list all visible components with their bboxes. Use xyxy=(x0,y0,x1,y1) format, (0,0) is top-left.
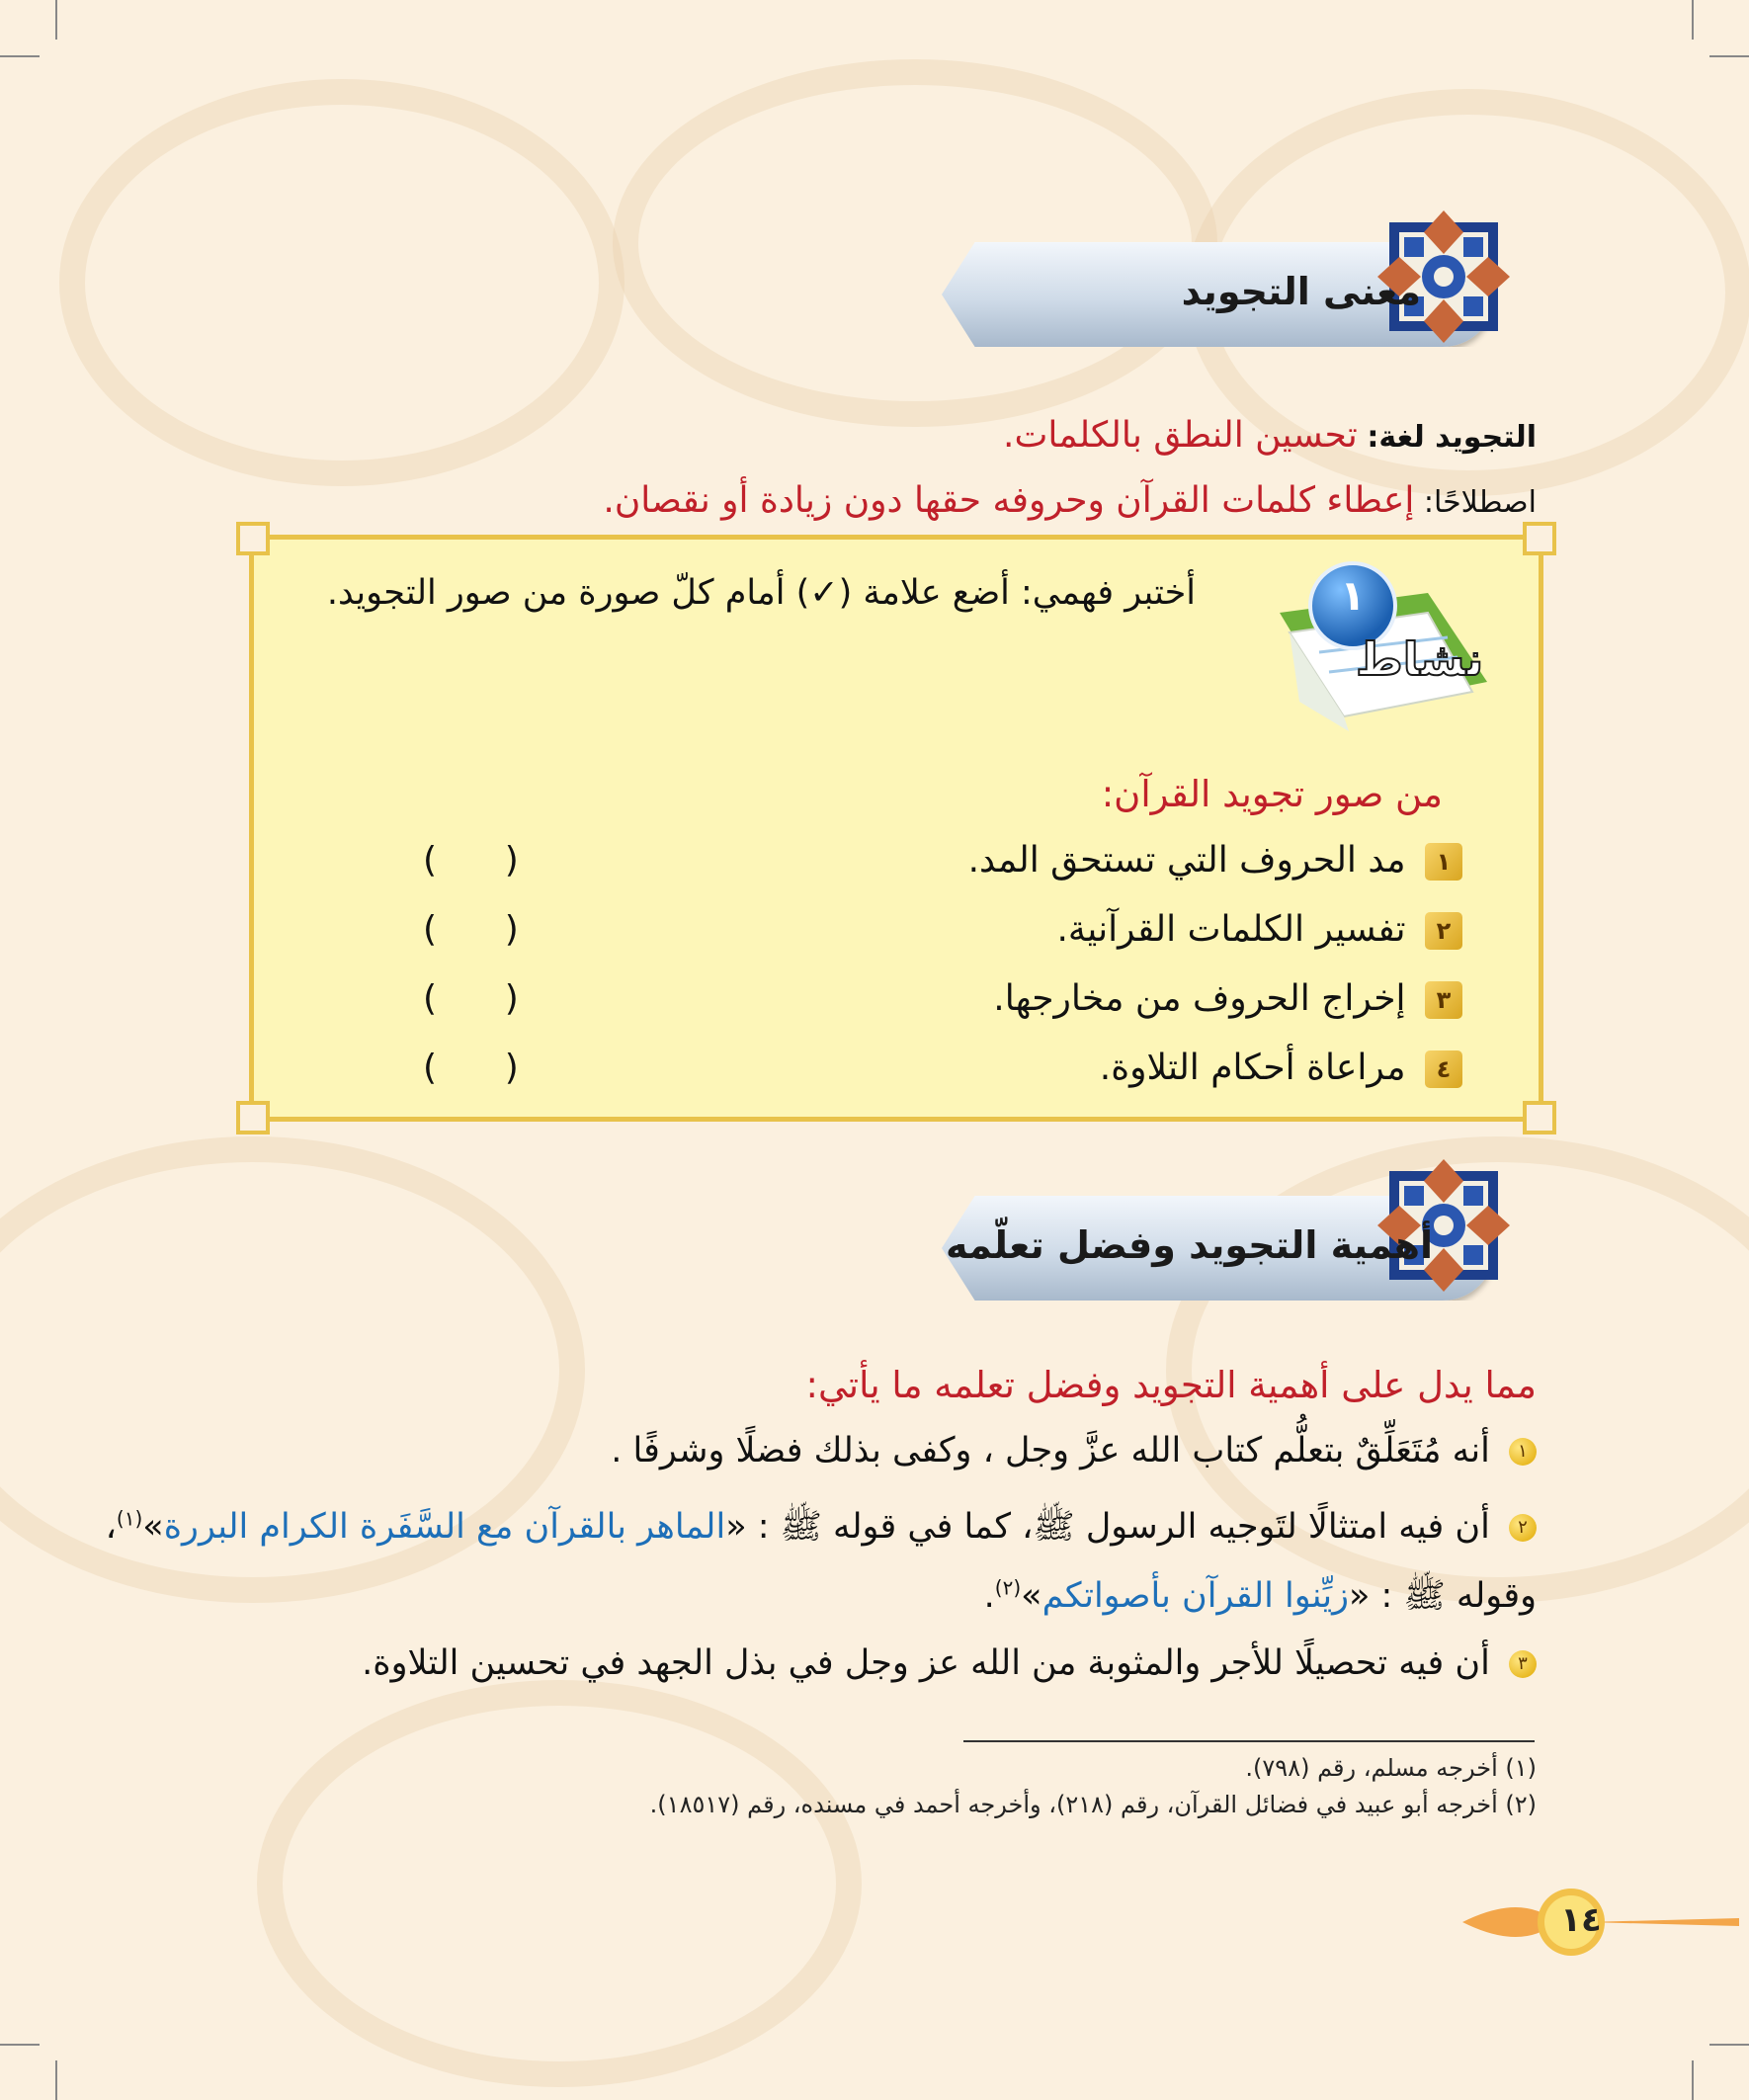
point-number: ١ xyxy=(1509,1438,1537,1466)
answer-checkbox[interactable]: ( ) xyxy=(423,840,519,881)
point-2-continued xyxy=(984,1574,1537,1625)
section-title: معنى التجويد xyxy=(1181,270,1421,313)
point-2 xyxy=(106,1505,1537,1555)
point-text: وقوله ﷺ : « xyxy=(1348,1576,1537,1616)
item-text: مد الحروف التي تستحق المد. xyxy=(967,840,1406,881)
footnote-divider xyxy=(963,1740,1535,1742)
point-text: أن فيه تحصيلًا للأجر والمثوبة من الله عز وجل في بذل الجهد في تحسين التلاوة. xyxy=(362,1643,1490,1683)
definition-term xyxy=(603,480,1537,521)
list-item xyxy=(993,978,1462,1019)
box-corner xyxy=(1523,1101,1556,1134)
point-text: . xyxy=(983,1576,995,1616)
point-text: » xyxy=(142,1507,164,1547)
list-item xyxy=(1100,1048,1462,1088)
hadith-text: الماهر بالقرآن مع السَّفَرة الكرام البررة xyxy=(163,1507,726,1547)
list-item xyxy=(1056,909,1462,950)
box-corner xyxy=(236,522,270,555)
crop-mark xyxy=(1709,55,1749,57)
point-number: ٣ xyxy=(1509,1650,1537,1678)
item-text: إخراج الحروف من مخارجها. xyxy=(993,978,1406,1019)
answer-checkbox[interactable]: ( ) xyxy=(423,909,519,950)
point-text: » xyxy=(1021,1576,1042,1616)
section-intro: مما يدل على أهمية التجويد وفضل تعلمه ما يأتي: xyxy=(805,1364,1537,1406)
footnote-ref[interactable]: (٢) xyxy=(994,1575,1022,1600)
footnote: (٢) أخرجه أبو عبيد في فضائل القرآن، رقم (٢١٨)، وأخرجه أحمد في مسنده، رقم (١٨٥١٧). xyxy=(649,1791,1537,1818)
item-number: ٣ xyxy=(1425,981,1462,1019)
activity-instruction: أختبر فهمي: أضع علامة (✓) أمام كلّ صورة من صور التجويد. xyxy=(326,573,1196,613)
footnote-ref[interactable]: (١) xyxy=(116,1506,143,1531)
answer-checkbox[interactable]: ( ) xyxy=(423,978,519,1019)
box-corner xyxy=(236,1101,270,1134)
crop-mark xyxy=(1709,2044,1749,2046)
point-text: أن فيه امتثالًا لتَوجيه الرسول ﷺ، كما في قوله ﷺ : « xyxy=(725,1507,1490,1547)
definition-value: إعطاء كلمات القرآن وحروفه حقها دون زيادة أو نقصان. xyxy=(603,480,1415,521)
box-corner xyxy=(1523,522,1556,555)
crop-mark xyxy=(1692,0,1694,40)
activity-number: ١ xyxy=(1340,571,1366,620)
background-swirl xyxy=(257,1680,862,2087)
definition-label: التجويد لغة: xyxy=(1367,420,1537,455)
item-number: ٢ xyxy=(1425,912,1462,950)
definition-language xyxy=(1003,415,1537,456)
section-title: أهمية التجويد وفضل تعلّمه xyxy=(946,1223,1433,1267)
crop-mark xyxy=(55,0,57,40)
crop-mark xyxy=(0,2044,40,2046)
point-3 xyxy=(362,1643,1537,1683)
item-number: ١ xyxy=(1425,843,1462,881)
page-number: ١٤ xyxy=(1560,1900,1602,1940)
list-title: من صور تجويد القرآن: xyxy=(1101,773,1443,815)
point-1 xyxy=(611,1431,1537,1470)
item-text: مراعاة أحكام التلاوة. xyxy=(1099,1048,1406,1088)
point-number: ٢ xyxy=(1509,1514,1537,1542)
footnote: (١) أخرجه مسلم، رقم (٧٩٨). xyxy=(1245,1754,1537,1782)
definition-value: تحسين النطق بالكلمات. xyxy=(1003,415,1358,456)
activity-label: نشاط xyxy=(1356,632,1484,686)
point-text: ، xyxy=(105,1507,117,1547)
crop-mark xyxy=(0,55,40,57)
crop-mark xyxy=(55,2060,57,2100)
crop-mark xyxy=(1692,2060,1694,2100)
item-text: تفسير الكلمات القرآنية. xyxy=(1056,909,1406,950)
point-text: أنه مُتَعَلِّقٌ بتعلُّم كتاب الله عزَّ وجل ، وكفى بذلك فضلًا وشرفًا . xyxy=(611,1431,1490,1470)
list-item xyxy=(968,840,1462,881)
background-swirl xyxy=(59,79,625,486)
definition-label: اصطلاحًا: xyxy=(1423,485,1537,520)
answer-checkbox[interactable]: ( ) xyxy=(423,1048,519,1088)
hadith-text: زيِّنوا القرآن بأصواتكم xyxy=(1041,1576,1349,1616)
item-number: ٤ xyxy=(1425,1050,1462,1088)
